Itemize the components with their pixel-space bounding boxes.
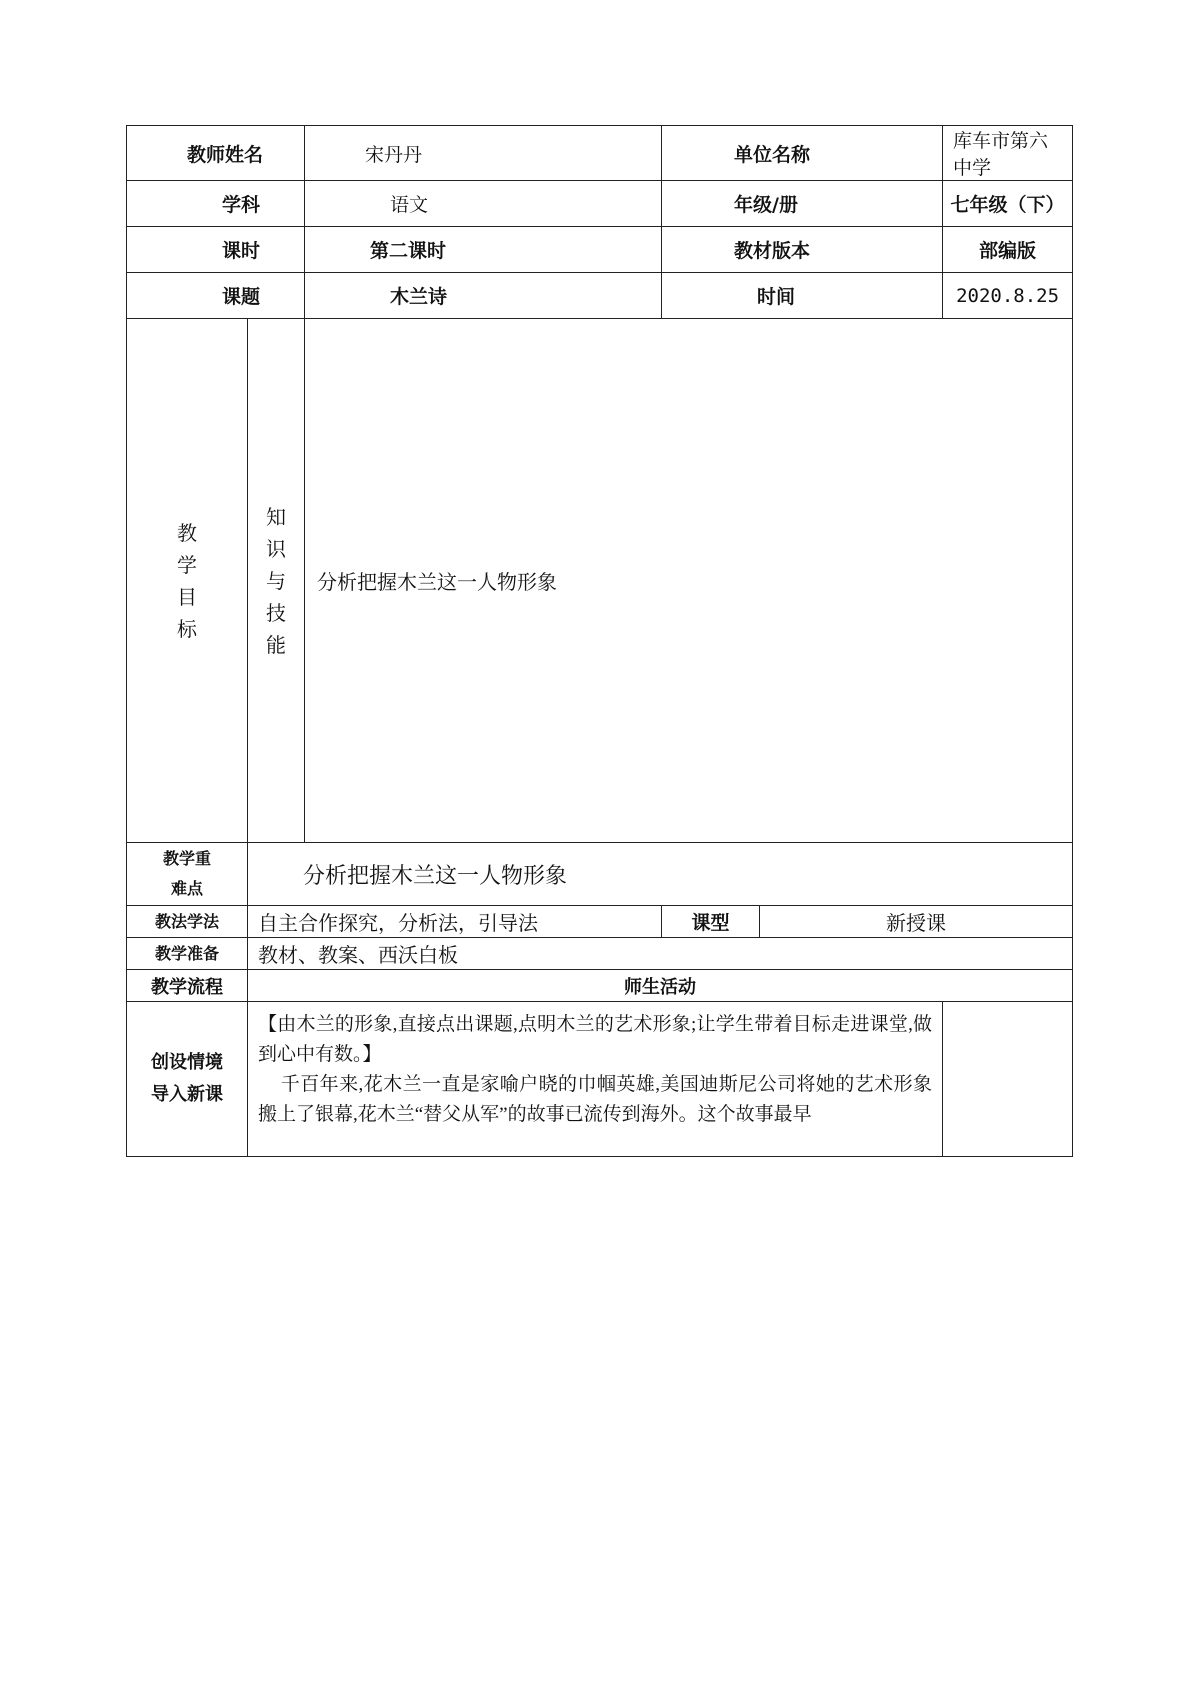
goals-label-char: 学 bbox=[177, 552, 197, 577]
table-row bbox=[127, 906, 1073, 938]
goals-content: 分析把握木兰这一人物形象 bbox=[305, 319, 1073, 843]
subject-label: 学科 bbox=[127, 181, 305, 227]
key-points-label-line: 教学重 bbox=[162, 849, 211, 868]
edition-label: 教材版本 bbox=[662, 227, 943, 273]
goals-sub-label-char: 能 bbox=[266, 632, 286, 657]
goals-label-char: 教 bbox=[177, 520, 197, 545]
intro-label bbox=[127, 1002, 248, 1157]
goals-label-char: 标 bbox=[177, 616, 197, 641]
table-row bbox=[127, 970, 1073, 1002]
goals-sub-label-char: 知 bbox=[266, 504, 286, 529]
key-points-content: 分析把握木兰这一人物形象 bbox=[248, 843, 1073, 906]
grade-value: 七年级（下） bbox=[943, 181, 1073, 227]
key-points-label bbox=[127, 843, 248, 906]
topic-label: 课题 bbox=[127, 273, 305, 319]
period-label: 课时 bbox=[127, 227, 305, 273]
intro-paragraph: 千百年来,花木兰一直是家喻户晓的巾帼英雄,美国迪斯尼公司将她的艺术形象搬上了银幕,花木兰“替父从军”的故事已流传到海外。这个故事最早 bbox=[258, 1074, 933, 1125]
lesson-type-label: 课型 bbox=[662, 906, 760, 938]
table-row bbox=[127, 1002, 1073, 1157]
intro-content bbox=[248, 1002, 943, 1157]
table-row bbox=[127, 843, 1073, 906]
edition-value: 部编版 bbox=[943, 227, 1073, 273]
preparation-label: 教学准备 bbox=[127, 938, 248, 970]
teacher-value: 宋丹丹 bbox=[305, 126, 662, 181]
methods-content: 自主合作探究，分析法，引导法 bbox=[248, 906, 662, 938]
goals-sub-label bbox=[248, 319, 305, 843]
lesson-type-value: 新授课 bbox=[760, 906, 1073, 938]
goals-sub-label-char: 识 bbox=[266, 536, 286, 561]
teacher-label: 教师姓名 bbox=[127, 126, 305, 181]
period-value: 第二课时 bbox=[305, 227, 662, 273]
time-label: 时间 bbox=[662, 273, 943, 319]
table-row bbox=[127, 938, 1073, 970]
unit-value: 库车市第六中学 bbox=[943, 126, 1073, 181]
table-row bbox=[127, 181, 1073, 227]
grade-label: 年级/册 bbox=[662, 181, 943, 227]
table-row bbox=[127, 319, 1073, 843]
process-label: 教学流程 bbox=[127, 970, 248, 1002]
topic-value: 木兰诗 bbox=[305, 273, 662, 319]
intro-notes-cell bbox=[943, 1002, 1073, 1157]
preparation-content: 教材、教案、西沃白板 bbox=[248, 938, 1073, 970]
intro-paragraph: 【由木兰的形象,直接点出课题,点明木兰的艺术形象;让学生带着目标走进课堂,做到心中有数。】 bbox=[258, 1014, 933, 1065]
table-row bbox=[127, 126, 1073, 181]
methods-label: 教法学法 bbox=[127, 906, 248, 938]
table-row bbox=[127, 273, 1073, 319]
subject-value: 语文 bbox=[305, 181, 662, 227]
unit-label: 单位名称 bbox=[662, 126, 943, 181]
goals-sub-label-char: 技 bbox=[266, 600, 286, 625]
time-value: 2020.8.25 bbox=[943, 273, 1073, 319]
table-row bbox=[127, 227, 1073, 273]
goals-sub-label-char: 与 bbox=[266, 568, 286, 593]
goals-label bbox=[127, 319, 248, 843]
key-points-label-line: 难点 bbox=[170, 879, 203, 898]
goals-label-char: 目 bbox=[177, 584, 197, 609]
activity-label: 师生活动 bbox=[248, 970, 1073, 1002]
intro-label-line: 导入新课 bbox=[151, 1084, 223, 1105]
intro-label-line: 创设情境 bbox=[151, 1052, 223, 1073]
lesson-plan-table bbox=[126, 125, 1073, 1157]
